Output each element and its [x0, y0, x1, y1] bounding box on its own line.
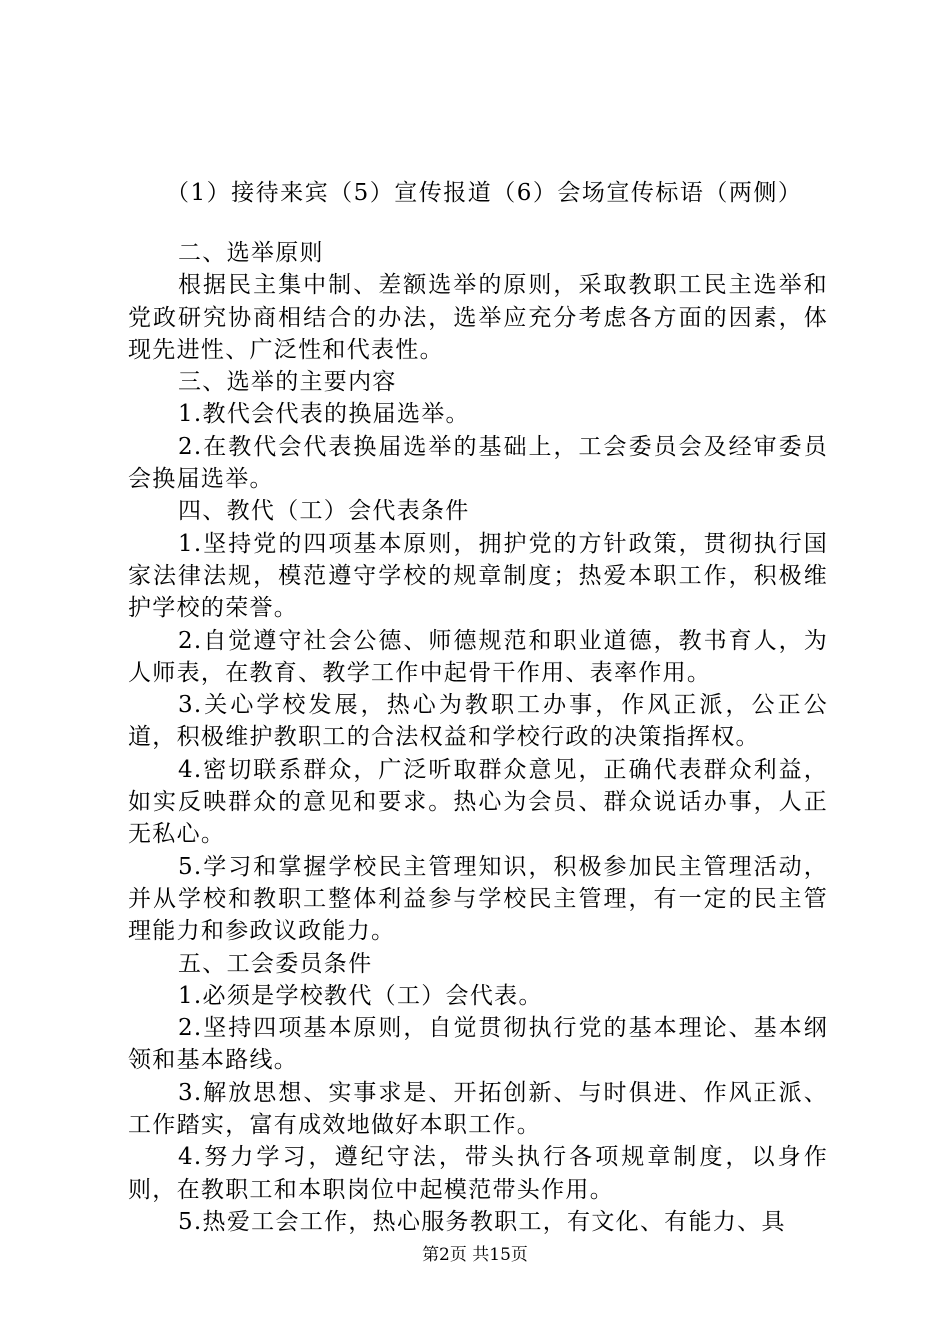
top-line: （1）接待来宾（5）宣传报道（6）会场宣传标语（两侧）: [166, 180, 803, 206]
list-item: 2.自觉遵守社会公德、师德规范和职业道德，教书育人，为人师表，在教育、教学工作中起骨干作用、表率作用。: [128, 627, 828, 686]
list-item: 3.关心学校发展，热心为教职工办事，作风正派，公正公道，积极维护教职工的合法权益和学校行政的决策指挥权。: [128, 692, 828, 751]
page-footer: 第2页 共15页: [422, 1245, 528, 1265]
section-heading-committee-conditions: 五、工会委员条件: [178, 950, 373, 977]
list-item: 2.坚持四项基本原则，自觉贯彻执行党的基本理论、基本纲领和基本路线。: [128, 1015, 828, 1074]
list-item: 4.密切联系群众，广泛听取群众意见，正确代表群众利益，如实反映群众的意见和要求。热心为会员、群众说话办事，人正无私心。: [128, 756, 828, 848]
list-item: 1.必须是学校教代（工）会代表。: [178, 982, 543, 1009]
list-item: 1.坚持党的四项基本原则，拥护党的方针政策，贯彻执行国家法律法规，模范遵守学校的规章制度；热爱本职工作，积极维护学校的荣誉。: [128, 530, 828, 622]
list-item: 1.教代会代表的换届选举。: [178, 401, 470, 428]
list-item: 4.努力学习，遵纪守法，带头执行各项规章制度，以身作则，在教职工和本职岗位中起模范带头作用。: [128, 1144, 828, 1203]
section-heading-representative-conditions: 四、教代（工）会代表条件: [178, 498, 470, 525]
section-heading-election-content: 三、选举的主要内容: [178, 369, 397, 396]
paragraph: 根据民主集中制、差额选举的原则，采取教职工民主选举和党政研究协商相结合的办法，选举应充分考虑各方面的因素，体现先进性、广泛性和代表性。: [128, 272, 828, 363]
list-item: 3.解放思想、实事求是、开拓创新、与时俱进、作风正派、工作踏实，富有成效地做好本职工作。: [128, 1079, 828, 1139]
list-item: 5.热爱工会工作，热心服务教职工，有文化、有能力、具: [178, 1208, 786, 1235]
body-text: [128, 237, 828, 1238]
list-item: 5.学习和掌握学校民主管理知识，积极参加民主管理活动，并从学校和教职工整体利益参与学校民主管理，有一定的民主管理能力和参政议政能力。: [128, 853, 828, 945]
list-item: 2.在教代会代表换届选举的基础上，工会委员会及经审委员会换届选举。: [128, 433, 828, 493]
section-heading-election-principles: 二、选举原则: [178, 240, 324, 266]
